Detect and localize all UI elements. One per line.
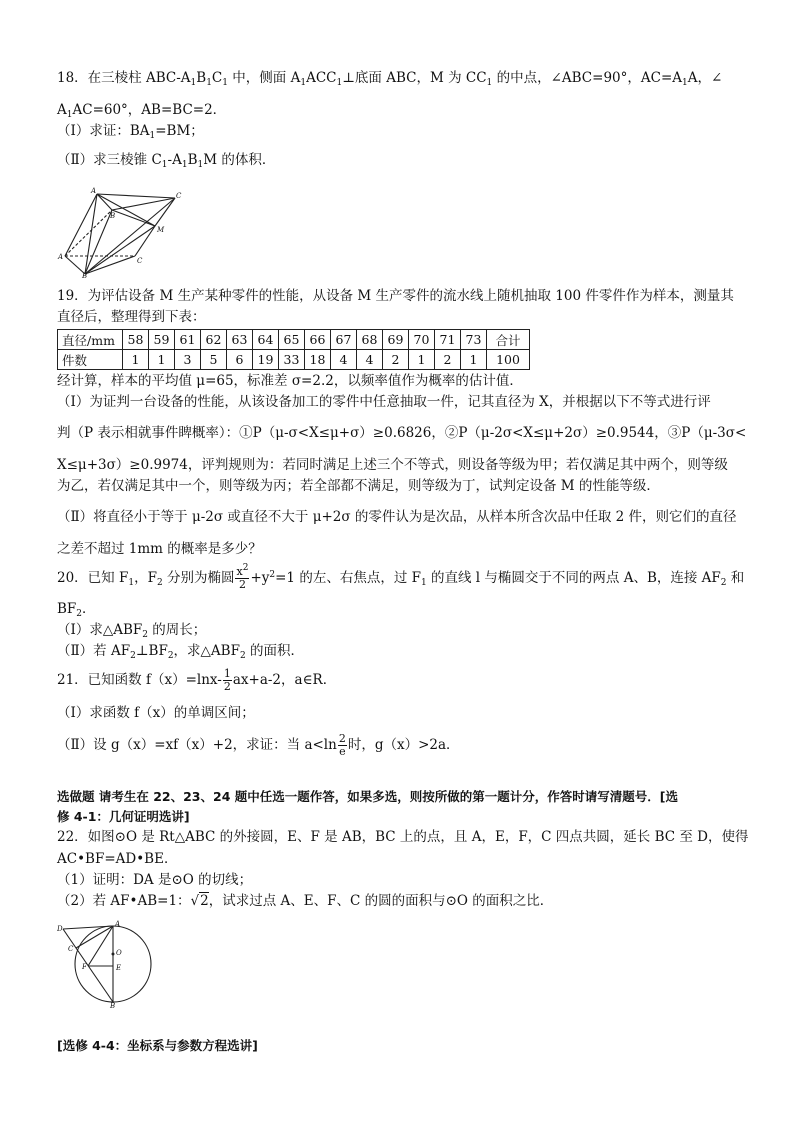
circle-label-b: B bbox=[110, 1002, 116, 1008]
table-cell: 68 bbox=[357, 330, 383, 350]
table-cell: 2 bbox=[383, 350, 409, 370]
q19-line-8: （Ⅱ）将直径小于等于 μ-2σ 或直径不大于 μ+2σ 的零件认为是次品，从样本所含次品中任取 2 件，则它们的直径 bbox=[57, 509, 737, 525]
table-cell: 4 bbox=[331, 350, 357, 370]
table-cell: 件数 bbox=[58, 350, 123, 370]
table-cell: 70 bbox=[409, 330, 435, 350]
table-cell: 1 bbox=[409, 350, 435, 370]
table-row bbox=[58, 350, 530, 370]
q19-line-1: 19．为评估设备 M 生产某种零件的性能，从设备 M 生产零件的流水线上随机抽取 100 件零件作为样本，测量其 bbox=[57, 288, 734, 304]
table-cell: 63 bbox=[227, 330, 253, 350]
table-cell: 69 bbox=[383, 330, 409, 350]
q20-line-2: $BF_2$． bbox=[57, 601, 96, 619]
table-cell: 4 bbox=[357, 350, 383, 370]
table-cell: 直径/mm bbox=[58, 330, 123, 350]
table-cell: 59 bbox=[149, 330, 175, 350]
prism-label-c1: C bbox=[176, 192, 182, 200]
q19-line-4: （Ⅰ）为证判一台设备的性能，从该设备加工的零件中任意抽取一件，记其直径为 X，并根据以下不等式进行评 bbox=[57, 394, 711, 410]
ln-fraction: $\frac{2}{e}$ bbox=[338, 732, 346, 758]
ellipse-fraction: $\frac{x^2}{2}$ bbox=[236, 563, 249, 591]
q19-line-2: 直径后，整理得到下表： bbox=[57, 309, 206, 325]
prism-label-a: A bbox=[58, 253, 64, 261]
q19-line-9: 之差不超过 1mm 的概率是多少？ bbox=[57, 541, 262, 557]
prism-label-m: M bbox=[157, 226, 165, 234]
table-cell: 3 bbox=[175, 350, 201, 370]
table-cell: 5 bbox=[201, 350, 227, 370]
half-fraction: $\frac{1}{2}$ bbox=[223, 667, 231, 693]
prism-label-b: B bbox=[82, 272, 88, 278]
q18-part-2: （Ⅱ）求三棱锥 $C_1-A_1B_1M$ 的体积． bbox=[57, 152, 276, 170]
elective-heading-2: 修 4-1：几何证明选讲] bbox=[57, 809, 190, 824]
table-cell: 1 bbox=[461, 350, 487, 370]
table-cell: 66 bbox=[305, 330, 331, 350]
q20-line-1: 20．已知 $F_1$，$F_2$ 分别为椭圆 $\frac{x^2}{2}$ $+y^2=1$ 的左、右焦点，过 $F_1$ 的直线 l 与椭圆交于不同的两点 A、B，连接 $AF_2$ 和 bbox=[57, 563, 745, 591]
q22-line-1: 22．如图⊙O 是 Rt△ABC 的外接圆，E、F 是 AB，BC 上的点，且 A，E，F，C 四点共圆，延长 BC 至 D，使得 bbox=[57, 829, 749, 845]
q21-part-1: （Ⅰ）求函数 f（x）的单调区间； bbox=[57, 705, 255, 721]
q20-part-1: （Ⅰ）求$\triangle ABF_2$ 的周长； bbox=[57, 622, 207, 640]
table-cell: 100 bbox=[487, 350, 530, 370]
prism-figure bbox=[57, 186, 187, 278]
table-cell: 1 bbox=[149, 350, 175, 370]
table-cell: 33 bbox=[279, 350, 305, 370]
table-cell: 6 bbox=[227, 350, 253, 370]
table-cell: 61 bbox=[175, 330, 201, 350]
table-cell: 67 bbox=[331, 330, 357, 350]
q19-line-6: X≤μ+3σ）≥0.9974，评判规则为：若同时满足上述三个不等式，则设备等级为甲；若仅满足其中两个，则等级 bbox=[57, 457, 728, 473]
q22-line-2: AC•BF=AD•BE． bbox=[57, 851, 178, 867]
table-cell: 2 bbox=[435, 350, 461, 370]
table-cell: 64 bbox=[253, 330, 279, 350]
q19-line-3: 经计算，样本的平均值 μ=65，标准差 σ=2.2，以频率值作为概率的估计值． bbox=[57, 373, 523, 389]
circle-label-f: F bbox=[82, 963, 87, 971]
q21-line-1: 21．已知函数 f（x）=lnx- $\frac{1}{2}$ ax+a-2，a∈R． bbox=[57, 667, 337, 693]
q18-line-1: 18．在三棱柱 ABC-$A_1B_1C_1$ 中，侧面 $A_1ACC_1\perp$底面 ABC，M 为 $CC_1$ 的中点，∠ABC=90°，$AC=A_1A$，∠ bbox=[57, 70, 723, 88]
circle-label-e: E bbox=[116, 964, 122, 972]
table-row bbox=[58, 330, 530, 350]
q18-line-2: $A_1AC=60^\circ$，AB=BC=2． bbox=[57, 102, 227, 120]
circle-label-d: D bbox=[57, 925, 63, 933]
elective-heading-1: 选做题 请考生在 22、23、24 题中任选一题作答，如果多选，则按所做的第一题计分，作答时请写清题号．[选 bbox=[57, 789, 678, 804]
q20-part-2: （Ⅱ）若 $AF_2\perp BF_2$，求$\triangle ABF_2$ 的面积． bbox=[57, 643, 304, 661]
table-cell: 1 bbox=[123, 350, 149, 370]
table-cell: 71 bbox=[435, 330, 461, 350]
table-cell: 18 bbox=[305, 350, 331, 370]
q22-part-1: （1）证明：DA 是⊙O 的切线； bbox=[57, 872, 253, 888]
circle-label-a: A bbox=[115, 920, 121, 928]
prism-label-c: C bbox=[137, 257, 143, 265]
q19-line-5: 判（P 表示相就事件睥概率）：①P（μ-σ<X≤μ+σ）≥0.6826，②P（μ-2σ<X≤μ+2σ）≥0.9544，③P（μ-3σ< bbox=[57, 425, 747, 441]
q22-part-2: （2）若 AF•AB=1：√2，试求过点 A、E、F、C 的圆的面积与⊙O 的面积之比． bbox=[57, 893, 554, 909]
q18-part-1: （Ⅰ）求证：$BA_1=BM$； bbox=[57, 123, 204, 141]
circle-label-o: O bbox=[116, 949, 122, 957]
table-cell: 65 bbox=[279, 330, 305, 350]
q21-part-2: （Ⅱ）设 g（x）=xf（x）+2，求证：当 a<ln $\frac{2}{e}$ 时，g（x）>2a． bbox=[57, 732, 460, 758]
q19-line-7: 为乙，若仅满足其中一个，则等级为丙；若全部都不满足，则等级为丁，试判定设备 M 的性能等级． bbox=[57, 478, 660, 494]
sqrt-symbol: √ bbox=[190, 893, 200, 909]
circle-figure bbox=[57, 920, 153, 1008]
table-cell: 19 bbox=[253, 350, 279, 370]
table-cell: 合计 bbox=[487, 330, 530, 350]
table-cell: 62 bbox=[201, 330, 227, 350]
circle-label-c: C bbox=[68, 945, 74, 953]
prism-label-a1: A bbox=[91, 187, 97, 195]
center-dot bbox=[112, 953, 115, 956]
prism-label-b1: B bbox=[110, 212, 116, 220]
diameter-table bbox=[57, 329, 530, 370]
table-cell: 58 bbox=[123, 330, 149, 350]
section-heading-4-4: [选修 4-4：坐标系与参数方程选讲] bbox=[57, 1038, 258, 1053]
table-cell: 73 bbox=[461, 330, 487, 350]
